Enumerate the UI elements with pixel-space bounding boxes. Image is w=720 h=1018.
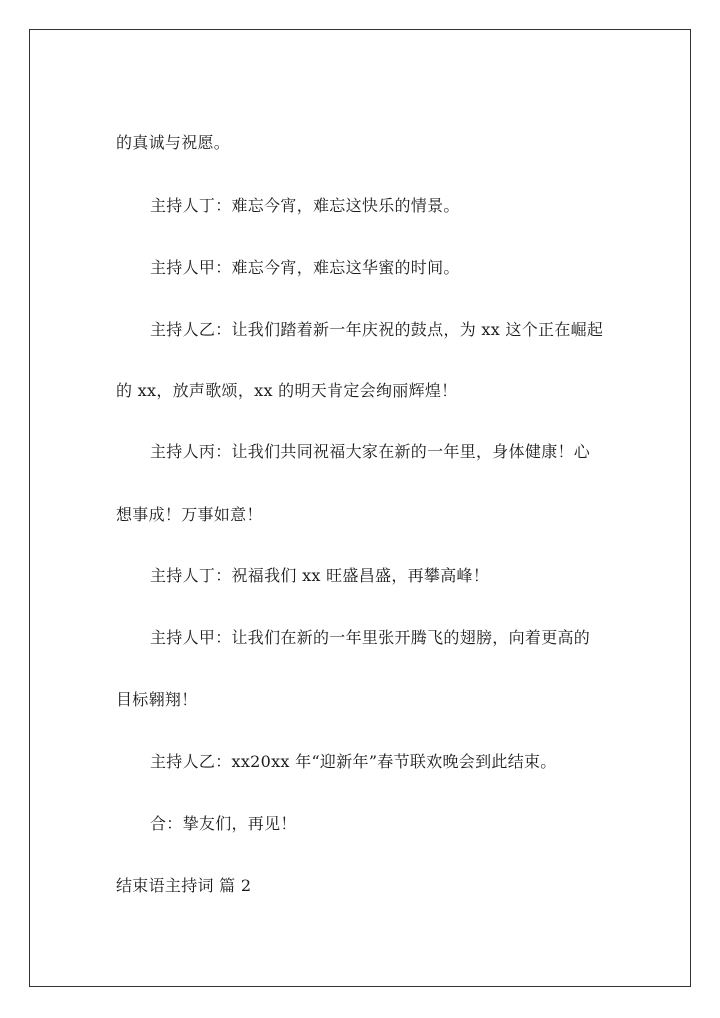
paragraph-line: 目标翱翔！ bbox=[116, 690, 198, 709]
paragraph-line: 主持人乙：让我们踏着新一年庆祝的鼓点，为 xx 这个正在崛起 bbox=[150, 320, 604, 339]
paragraph-line: 主持人甲：让我们在新的一年里张开腾飞的翅膀，向着更高的 bbox=[150, 628, 591, 647]
paragraph-line: 主持人乙：xx20xx 年“迎新年”春节联欢晚会到此结束。 bbox=[150, 752, 557, 771]
paragraph-line: 主持人甲：难忘今宵，难忘这华蜜的时间。 bbox=[150, 258, 460, 277]
paragraph-line: 主持人丙：让我们共同祝福大家在新的一年里，身体健康！心 bbox=[150, 442, 591, 461]
section-heading: 结束语主持词 篇 2 bbox=[116, 876, 252, 895]
paragraph-line: 的真诚与祝愿。 bbox=[116, 133, 231, 152]
paragraph-line: 主持人丁：难忘今宵，难忘这快乐的情景。 bbox=[150, 196, 460, 215]
paragraph-line: 主持人丁：祝福我们 xx 旺盛昌盛，再攀高峰！ bbox=[150, 566, 490, 585]
paragraph-line: 想事成！万事如意！ bbox=[116, 505, 263, 524]
paragraph-line: 的 xx，放声歌颂，xx 的明天肯定会绚丽辉煌！ bbox=[116, 381, 458, 400]
paragraph-line: 合：挚友们，再见！ bbox=[150, 814, 297, 833]
